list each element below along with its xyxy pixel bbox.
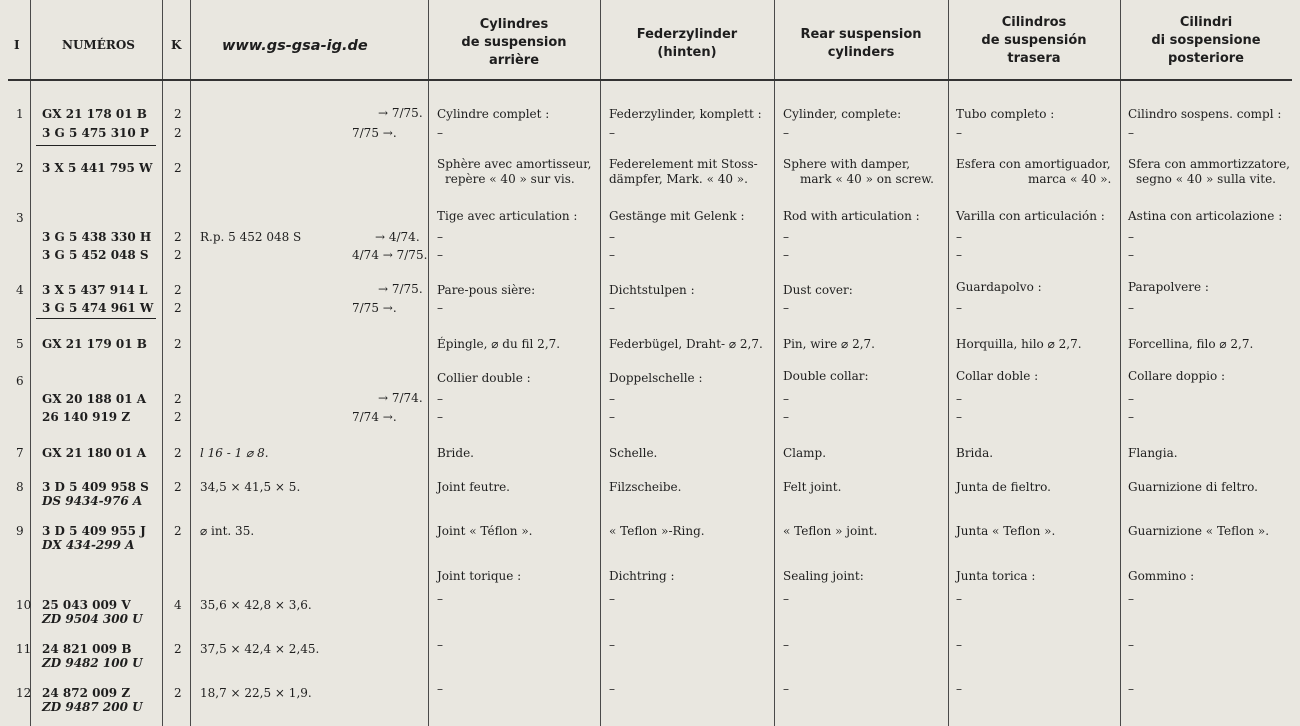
en-text: – xyxy=(783,592,789,606)
qty: 2 xyxy=(174,642,182,656)
de-text: – xyxy=(609,248,615,262)
fr-text: – xyxy=(437,638,443,652)
en-text: mark « 40 » on screw. xyxy=(800,172,934,186)
en-text: – xyxy=(783,638,789,652)
de-text: Federelement mit Stoss- xyxy=(609,157,758,171)
website-watermark: www.gs-gsa-ig.de xyxy=(222,38,368,54)
hdr-line: Federzylinder xyxy=(636,27,738,42)
divider xyxy=(36,318,156,319)
fr-text: – xyxy=(437,126,443,140)
es-text: – xyxy=(956,301,962,315)
it-text: Cilindro sospens. compl : xyxy=(1128,107,1282,121)
ref-number: ZD 9504 300 U xyxy=(42,612,143,626)
col-numeros-header: NUMÉROS xyxy=(62,38,135,52)
fr-text: Collier double : xyxy=(437,371,531,385)
qty: 2 xyxy=(174,126,182,140)
hdr-line: di sospensione xyxy=(1151,33,1261,48)
spec-text: 35,6 × 42,8 × 3,6. xyxy=(200,598,312,612)
it-text: Astina con articolazione : xyxy=(1128,209,1283,223)
en-text: Pin, wire ⌀ 2,7. xyxy=(783,337,875,351)
fr-text: – xyxy=(437,230,443,244)
es-text: Collar doble : xyxy=(956,369,1039,383)
part-number: 24 872 009 Z xyxy=(42,686,131,700)
it-text: – xyxy=(1128,638,1134,652)
hdr-line: posteriore xyxy=(1167,51,1245,66)
row-index: 4 xyxy=(16,283,24,297)
qty: 2 xyxy=(174,230,182,244)
qty: 2 xyxy=(174,392,182,406)
fr-text: Joint torique : xyxy=(437,569,522,583)
en-text: – xyxy=(783,682,789,696)
it-text: Parapolvere : xyxy=(1128,280,1209,294)
es-text: Esfera con amortiguador, xyxy=(956,157,1111,171)
qty: 2 xyxy=(174,686,182,700)
en-text: « Teflon » joint. xyxy=(783,524,878,538)
part-number: 3 G 5 452 048 S xyxy=(42,248,149,262)
it-text: – xyxy=(1128,126,1134,140)
it-text: – xyxy=(1128,248,1134,262)
hdr-line: de suspension xyxy=(461,35,567,50)
es-text: – xyxy=(956,230,962,244)
col-rule xyxy=(948,0,949,726)
es-text: – xyxy=(956,638,962,652)
col-header-en xyxy=(774,26,948,62)
part-number: GX 21 178 01 B xyxy=(42,107,147,121)
de-text: – xyxy=(609,301,615,315)
de-text: Dichtring : xyxy=(609,569,675,583)
en-text: Sealing joint: xyxy=(783,569,864,583)
fr-text: Tige avec articulation : xyxy=(437,209,578,223)
fr-text: Bride. xyxy=(437,446,474,460)
part-number: GX 20 188 01 A xyxy=(42,392,147,406)
part-number: 24 821 009 B xyxy=(42,642,132,656)
en-text: – xyxy=(783,301,789,315)
es-text: Varilla con articulación : xyxy=(956,209,1105,223)
fr-text: – xyxy=(437,392,443,406)
qty: 2 xyxy=(174,301,182,315)
en-text: Rod with articulation : xyxy=(783,209,920,223)
col-rule xyxy=(30,0,31,726)
row-index: 3 xyxy=(16,211,24,225)
divider xyxy=(36,145,156,146)
part-number: 3 G 5 474 961 W xyxy=(42,301,154,315)
it-text: Forcellina, filo ⌀ 2,7. xyxy=(1128,337,1254,351)
hdr-line: cylinders xyxy=(827,45,895,60)
col-header-es xyxy=(948,14,1120,68)
row-index: 1 xyxy=(16,107,24,121)
fr-text: Joint feutre. xyxy=(437,480,510,494)
date-range: → 7/75. xyxy=(378,282,423,296)
es-text: marca « 40 ». xyxy=(1028,172,1112,186)
date-range: → 4/74. xyxy=(375,230,420,244)
es-text: – xyxy=(956,126,962,140)
col-rule xyxy=(190,0,191,726)
qty: 2 xyxy=(174,337,182,351)
it-text: Guarnizione « Teflon ». xyxy=(1128,524,1270,538)
qty: 2 xyxy=(174,161,182,175)
es-text: – xyxy=(956,248,962,262)
hdr-line: arrière xyxy=(488,53,540,68)
es-text: Horquilla, hilo ⌀ 2,7. xyxy=(956,337,1082,351)
qty: 2 xyxy=(174,410,182,424)
de-text: Gestänge mit Gelenk : xyxy=(609,209,745,223)
row-index: 10 xyxy=(16,598,32,612)
de-text: Federzylinder, komplett : xyxy=(609,107,762,121)
ref-number: ZD 9482 100 U xyxy=(42,656,143,670)
de-text: « Teflon »-Ring. xyxy=(609,524,705,538)
part-number: 3 X 5 441 795 W xyxy=(42,161,153,175)
de-text: dämpfer, Mark. « 40 ». xyxy=(609,172,748,186)
de-text: Federbügel, Draht- ⌀ 2,7. xyxy=(609,337,763,351)
es-text: – xyxy=(956,392,962,406)
row-index: 6 xyxy=(16,374,24,388)
part-number: GX 21 180 01 A xyxy=(42,446,147,460)
it-text: Collare doppio : xyxy=(1128,369,1226,383)
fr-text: – xyxy=(437,682,443,696)
qty: 4 xyxy=(174,598,182,612)
en-text: Felt joint. xyxy=(783,480,842,494)
hdr-line: (hinten) xyxy=(657,45,717,60)
col-rule xyxy=(1120,0,1121,726)
es-text: – xyxy=(956,592,962,606)
spec-text: 18,7 × 22,5 × 1,9. xyxy=(200,686,312,700)
de-text: – xyxy=(609,682,615,696)
hdr-line: Cilindri xyxy=(1179,15,1233,30)
fr-text: – xyxy=(437,301,443,315)
col-rule xyxy=(600,0,601,726)
de-text: – xyxy=(609,230,615,244)
col-k-header: K xyxy=(171,38,182,52)
hdr-line: trasera xyxy=(1007,51,1061,66)
date-range: 7/75 →. xyxy=(352,301,397,315)
fr-text: – xyxy=(437,592,443,606)
en-text: – xyxy=(783,410,789,424)
es-text: Brida. xyxy=(956,446,994,460)
fr-text: Cylindre complet : xyxy=(437,107,550,121)
es-text: Junta de fieltro. xyxy=(956,480,1051,494)
es-text: Tubo completo : xyxy=(956,107,1055,121)
col-rule xyxy=(774,0,775,726)
date-range: 4/74 → 7/75. xyxy=(352,248,428,262)
de-text: – xyxy=(609,592,615,606)
de-text: Schelle. xyxy=(609,446,658,460)
part-number: 3 X 5 437 914 L xyxy=(42,283,148,297)
es-text: – xyxy=(956,682,962,696)
col-rule xyxy=(162,0,163,726)
row-index: 11 xyxy=(16,642,32,656)
spec-text: l 16 - 1 ⌀ 8. xyxy=(200,446,269,460)
it-text: Guarnizione di feltro. xyxy=(1128,480,1258,494)
fr-text: Joint « Téflon ». xyxy=(437,524,533,538)
es-text: Guardapolvo : xyxy=(956,280,1042,294)
es-text: Junta torica : xyxy=(956,569,1036,583)
date-range: 7/74 →. xyxy=(352,410,397,424)
de-text: – xyxy=(609,410,615,424)
col-index-header: I xyxy=(14,38,20,52)
it-text: – xyxy=(1128,682,1134,696)
en-text: – xyxy=(783,392,789,406)
ref-number: DS 9434-976 A xyxy=(42,494,143,508)
fr-text: Épingle, ⌀ du fil 2,7. xyxy=(437,337,561,351)
qty: 2 xyxy=(174,107,182,121)
it-text: – xyxy=(1128,392,1134,406)
fr-text: repère « 40 » sur vis. xyxy=(445,172,575,186)
qty: 2 xyxy=(174,283,182,297)
row-index: 5 xyxy=(16,337,24,351)
row-index: 2 xyxy=(16,161,24,175)
ref-number: ZD 9487 200 U xyxy=(42,700,143,714)
part-number: 25 043 009 V xyxy=(42,598,131,612)
qty: 2 xyxy=(174,446,182,460)
it-text: Gommino : xyxy=(1128,569,1195,583)
fr-text: Pare-pous sière: xyxy=(437,283,536,297)
row-index: 12 xyxy=(16,686,32,700)
de-text: Dichtstulpen : xyxy=(609,283,695,297)
col-rule xyxy=(428,0,429,726)
hdr-line: Cilindros xyxy=(1001,15,1067,30)
fr-text: Sphère avec amortisseur, xyxy=(437,157,592,171)
date-range: → 7/75. xyxy=(378,106,423,120)
it-text: – xyxy=(1128,230,1134,244)
fr-text: – xyxy=(437,410,443,424)
en-text: – xyxy=(783,248,789,262)
en-text: Clamp. xyxy=(783,446,827,460)
spec-text: ⌀ int. 35. xyxy=(200,524,255,538)
it-text: Sfera con ammortizzatore, xyxy=(1128,157,1290,171)
col-header-fr xyxy=(428,16,600,70)
en-text: Dust cover: xyxy=(783,283,853,297)
qty: 2 xyxy=(174,480,182,494)
col-header-de xyxy=(600,26,774,62)
date-range: 7/75 →. xyxy=(352,126,397,140)
part-number: 3 D 5 409 955 J xyxy=(42,524,146,538)
spec-text: 37,5 × 42,4 × 2,45. xyxy=(200,642,320,656)
row-index: 9 xyxy=(16,524,24,538)
part-number: 3 G 5 438 330 H xyxy=(42,230,152,244)
en-text: Cylinder, complete: xyxy=(783,107,902,121)
col-header-it xyxy=(1120,14,1292,68)
de-text: Doppelschelle : xyxy=(609,371,703,385)
de-text: – xyxy=(609,638,615,652)
it-text: segno « 40 » sulla vite. xyxy=(1136,172,1276,186)
spec-text: 34,5 × 41,5 × 5. xyxy=(200,480,301,494)
hdr-line: Cylindres xyxy=(479,17,549,32)
de-text: Filzscheibe. xyxy=(609,480,682,494)
qty: 2 xyxy=(174,248,182,262)
it-text: – xyxy=(1128,301,1134,315)
en-text: – xyxy=(783,126,789,140)
row-index: 7 xyxy=(16,446,24,460)
en-text: Sphere with damper, xyxy=(783,157,911,171)
fr-text: – xyxy=(437,248,443,262)
es-text: – xyxy=(956,410,962,424)
part-number: 26 140 919 Z xyxy=(42,410,131,424)
it-text: – xyxy=(1128,592,1134,606)
en-text: – xyxy=(783,230,789,244)
de-text: – xyxy=(609,126,615,140)
header-rule xyxy=(8,79,1292,81)
es-text: Junta « Teflon ». xyxy=(956,524,1056,538)
en-text: Double collar: xyxy=(783,369,869,383)
it-text: – xyxy=(1128,410,1134,424)
hdr-line: de suspensión xyxy=(981,33,1087,48)
part-number: 3 G 5 475 310 P xyxy=(42,126,149,140)
de-text: – xyxy=(609,392,615,406)
ref-number: DX 434-299 A xyxy=(42,538,135,552)
row-index: 8 xyxy=(16,480,24,494)
spec-text: R.p. 5 452 048 S xyxy=(200,230,302,244)
hdr-line: Rear suspension xyxy=(800,27,922,42)
qty: 2 xyxy=(174,524,182,538)
date-range: → 7/74. xyxy=(378,391,423,405)
part-number: 3 D 5 409 958 S xyxy=(42,480,149,494)
it-text: Flangia. xyxy=(1128,446,1178,460)
part-number: GX 21 179 01 B xyxy=(42,337,147,351)
